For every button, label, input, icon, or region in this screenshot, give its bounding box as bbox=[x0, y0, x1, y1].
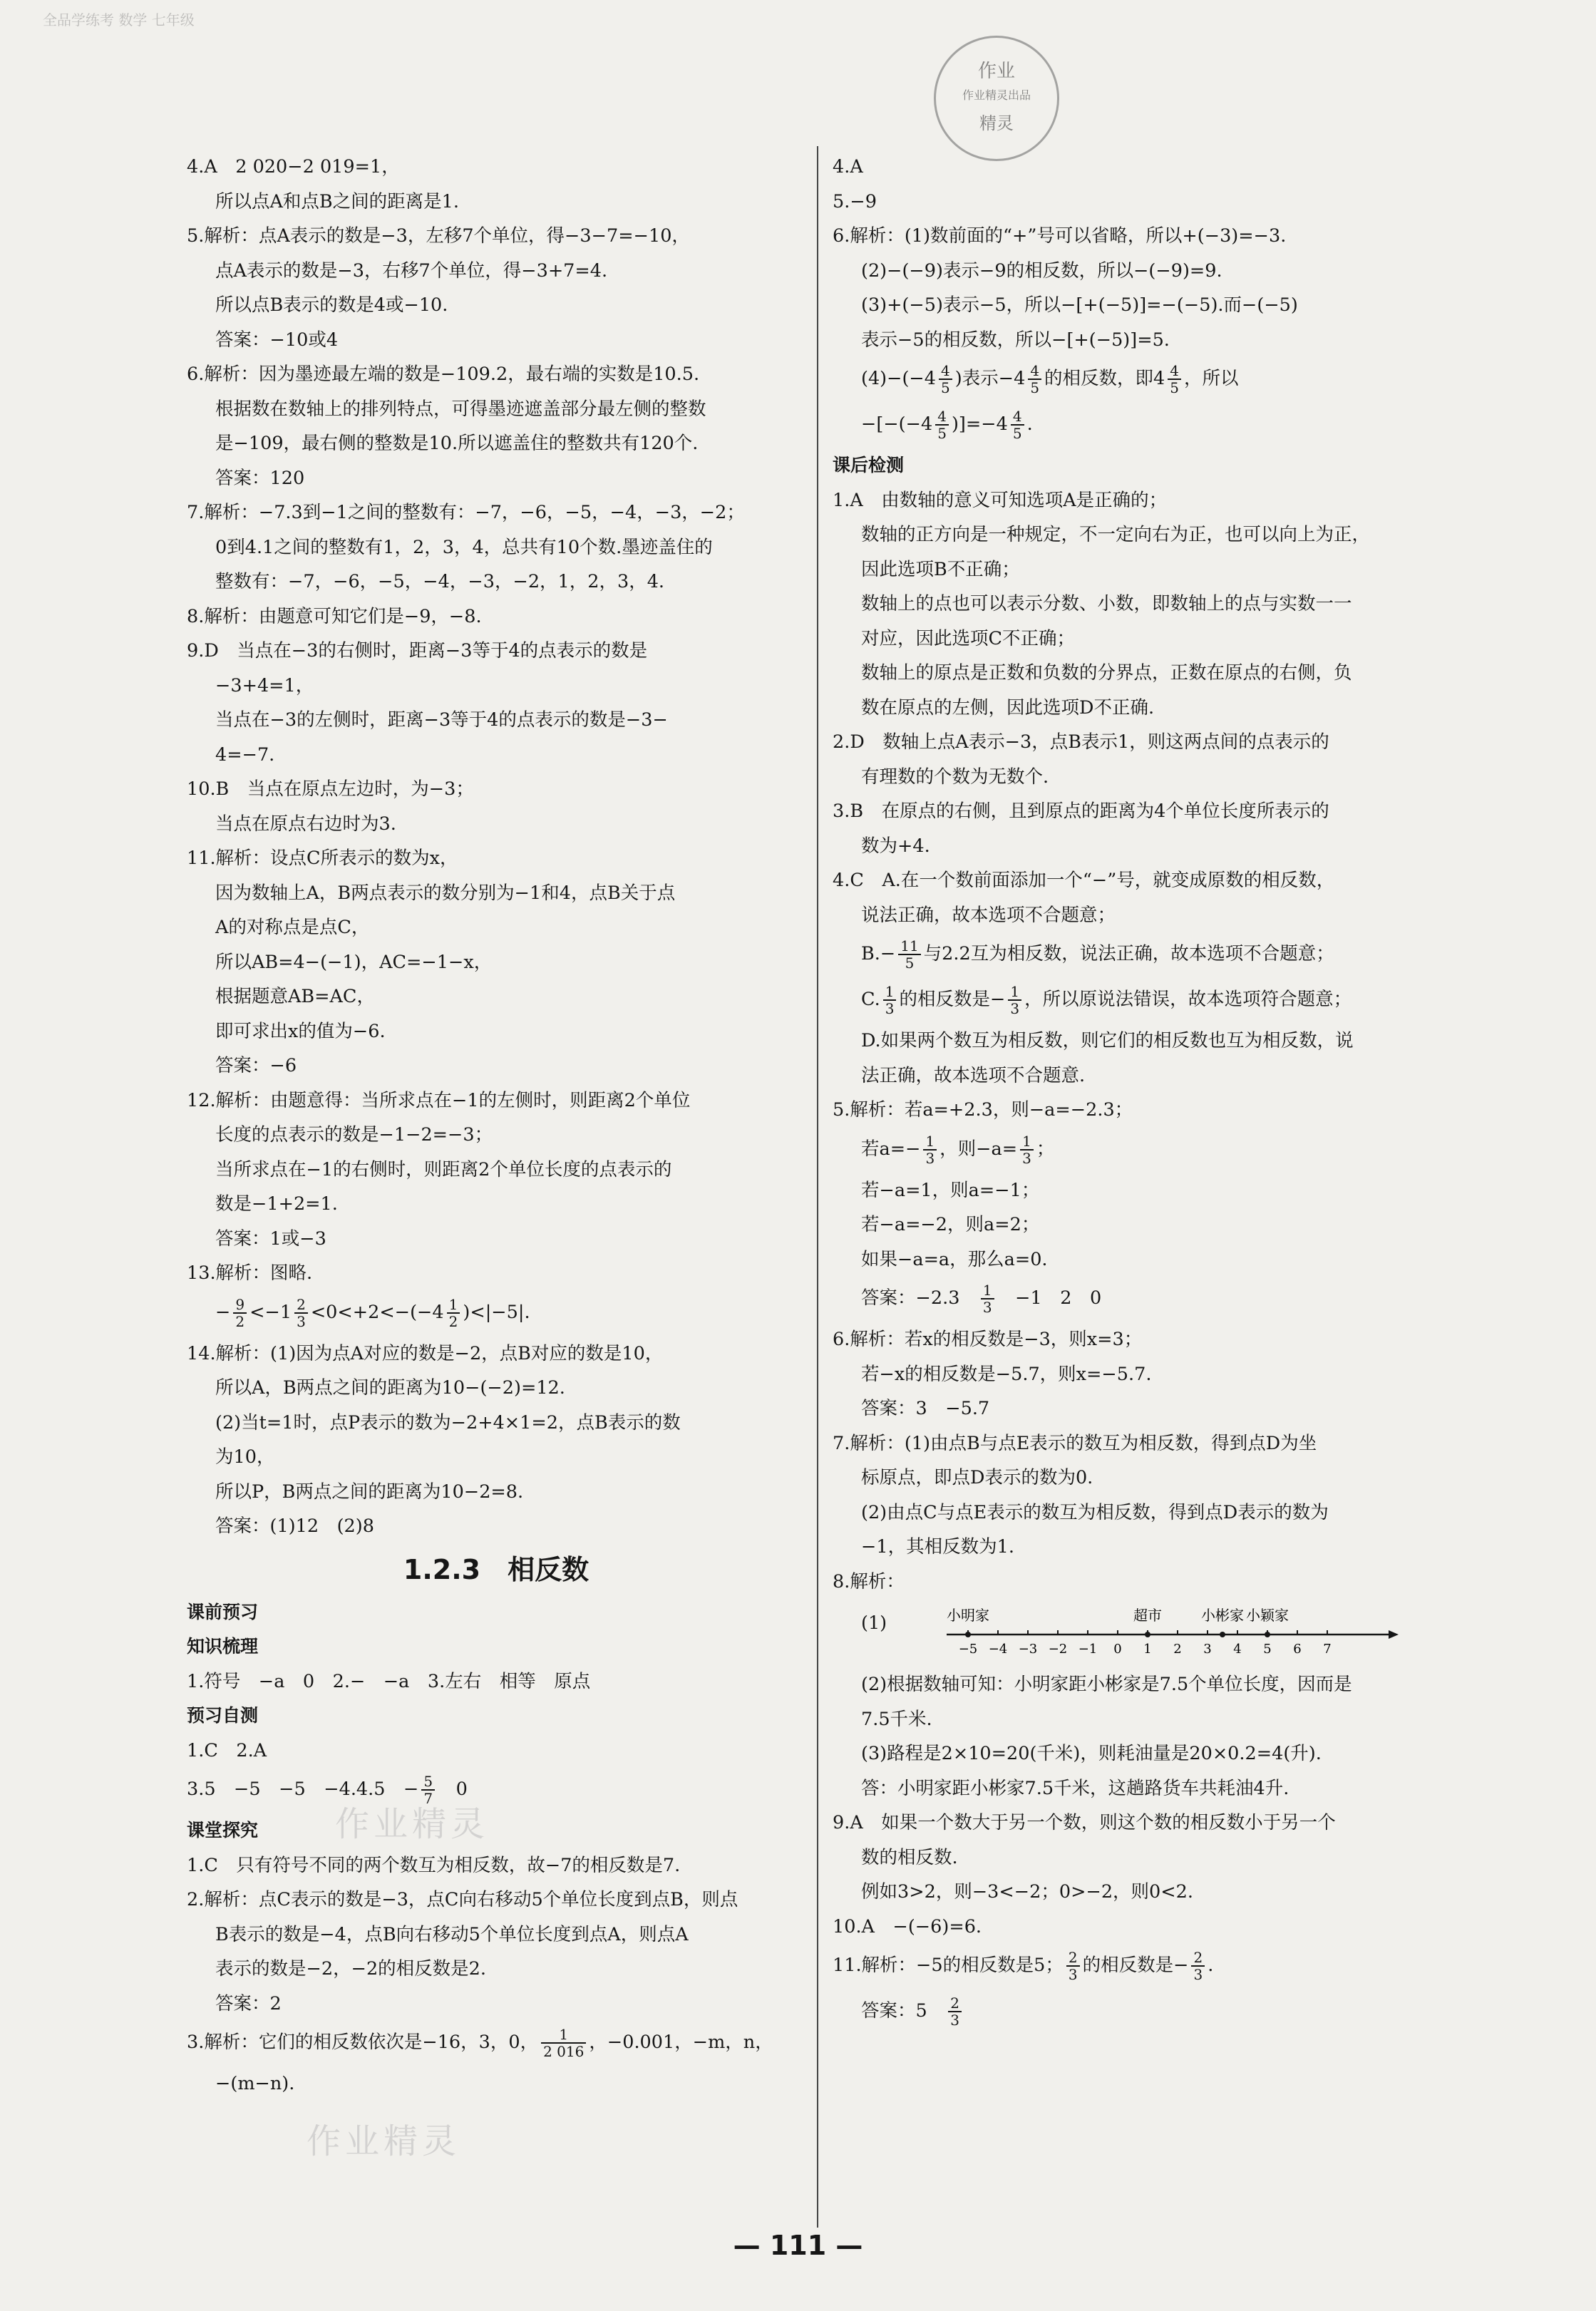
text-line: 例如3>2，则−3<−2；0>−2，则0<2. bbox=[861, 1881, 1193, 1903]
text-line: 7.解析：−7.3到−1之间的整数有：−7，−6，−5，−4，−3，−2； bbox=[187, 502, 745, 523]
text-line: 4.C A.在一个数前面添加一个“−”号，就变成原数的相反数， bbox=[833, 870, 1335, 891]
faded-header: 全品学练考 数学 七年级 bbox=[43, 11, 195, 29]
text-line: 整数有：−7，−6，−5，−4，−3，−2，1，2，3，4. bbox=[215, 571, 665, 592]
text-line: 5.解析：点A表示的数是−3，左移7个单位，得−3−7=−10， bbox=[187, 225, 690, 247]
text-line: −1，其相反数为1. bbox=[861, 1536, 1014, 1558]
text-line: −3+4=1， bbox=[215, 674, 314, 696]
number-line-place-label: 小颖家 bbox=[1246, 1607, 1289, 1624]
text-line: 若−a=−2，则a=2； bbox=[861, 1214, 1040, 1235]
number-line-point bbox=[1265, 1632, 1270, 1637]
fraction: $\frac{11}{5}$ bbox=[898, 938, 920, 971]
text-line: A的对称点是点C， bbox=[215, 917, 370, 938]
text-line: 当点在−3的左侧时，距离−3等于4的点表示的数是−3− bbox=[215, 709, 668, 731]
fraction: $\frac{1}{3}$ bbox=[981, 1282, 994, 1315]
fraction: $\frac{1}{3}$ bbox=[1020, 1133, 1034, 1166]
text-line: 1.A 由数轴的意义可知选项A是正确的； bbox=[833, 489, 1168, 511]
subheading: 课前预习 bbox=[187, 1601, 259, 1622]
text-line: 7.5千米. bbox=[861, 1708, 932, 1730]
fraction: $\frac{4}{5}$ bbox=[1168, 363, 1181, 396]
fraction: $\frac{4}{5}$ bbox=[935, 408, 949, 441]
text-line: 有理数的个数为无数个. bbox=[861, 766, 1049, 788]
text-line: 6.解析：(1)数前面的“+”号可以省略，所以+(−3)=−3. bbox=[833, 225, 1287, 247]
number-line-tick-label: 4 bbox=[1233, 1642, 1242, 1657]
fraction: $\frac{1}{2 016}$ bbox=[541, 2027, 586, 2059]
text-line: (3)+(−5)表示−5，所以−[+(−5)]=−(−5).而−(−5) bbox=[861, 294, 1298, 316]
subheading: 课后检测 bbox=[833, 455, 905, 475]
math-line: −[−(−4 $\frac{4}{5}$ )]=−4 $\frac{4}{5}$ . bbox=[861, 408, 1033, 442]
number-line-tick-label: 1 bbox=[1143, 1642, 1152, 1657]
text-line: 4.A 2 020−2 019=1， bbox=[187, 156, 400, 177]
text-line: 1.C 2.A bbox=[187, 1739, 267, 1761]
number-line-tick-label: 2 bbox=[1173, 1642, 1182, 1657]
number-line-figure bbox=[833, 1599, 1480, 1667]
fraction: $\frac{1}{3}$ bbox=[1008, 984, 1021, 1016]
fraction: $\frac{2}{3}$ bbox=[948, 1995, 962, 2028]
fraction: $\frac{2}{3}$ bbox=[1191, 1950, 1205, 1982]
number-line-point bbox=[1220, 1632, 1225, 1637]
number-line-place-label: 小明家 bbox=[947, 1607, 989, 1624]
fraction: $\frac{4}{5}$ bbox=[1028, 363, 1041, 396]
text-line: 为10， bbox=[215, 1446, 275, 1468]
homework-elf-stamp: 作业 作业精灵出品 精灵 bbox=[934, 36, 1059, 161]
text-line: (2)根据数轴可知：小明家距小彬家是7.5个单位长度，因而是 bbox=[861, 1674, 1352, 1695]
fraction: $\frac{1}{2}$ bbox=[447, 1297, 460, 1329]
text-line: 表示−5的相反数，所以−[+(−5)]=5. bbox=[861, 329, 1170, 351]
text-line: 14.解析：(1)因为点A对应的数是−2，点B对应的数是10， bbox=[187, 1342, 664, 1364]
number-line-tick-label: −1 bbox=[1078, 1642, 1098, 1657]
text-line: 数轴的正方向是一种规定，不一定向右为正，也可以向上为正， bbox=[861, 524, 1371, 545]
text-line: D.如果两个数互为相反数，则它们的相反数也互为相反数，说 bbox=[861, 1030, 1354, 1051]
text-line: 是−109，最右侧的整数是10.所以遮盖住的整数共有120个. bbox=[215, 433, 699, 454]
number-line-point bbox=[965, 1632, 971, 1637]
text-line: 3.B 在原点的右侧，且到原点的距离为4个单位长度所表示的 bbox=[833, 801, 1329, 822]
text-line: 因为数轴上A，B两点表示的数分别为−1和4，点B关于点 bbox=[215, 882, 676, 904]
text-line: 标原点，即点D表示的数为0. bbox=[861, 1467, 1093, 1488]
math-line: − $\frac{9}{2}$ <−1 $\frac{2}{3}$ <0<+2<−(−4 $\frac{1}{2}$ )<|−5|. bbox=[215, 1295, 530, 1330]
number-line-tick-label: 6 bbox=[1293, 1642, 1302, 1657]
fraction: $\frac{1}{3}$ bbox=[883, 984, 897, 1016]
text-line: 数轴上的点也可以表示分数、小数，即数轴上的点与实数一一 bbox=[861, 593, 1352, 614]
answer-line: 答案：−10或4 bbox=[215, 329, 339, 351]
text-line: 说法正确，故本选项不合题意； bbox=[861, 904, 1116, 926]
text-line: 9.A 如果一个数大于另一个数，则这个数的相反数小于另一个 bbox=[833, 1812, 1336, 1833]
text-line: B表示的数是−4，点B向右移动5个单位长度到点A，则点A bbox=[215, 1923, 689, 1945]
text-line: 若−a=1，则a=−1； bbox=[861, 1179, 1040, 1201]
answer-line: 答案：−6 bbox=[215, 1055, 297, 1076]
text-line: (3)路程是2×10=20(千米)，则耗油量是20×0.2=4(升). bbox=[861, 1743, 1322, 1764]
text-line: 所以AB=4−(−1)，AC=−1−x， bbox=[215, 951, 493, 973]
text-line: 4.A bbox=[833, 156, 863, 177]
text-line: 所以A，B两点之间的距离为10−(−2)=12. bbox=[215, 1377, 565, 1399]
text-line: 6.解析：因为墨迹最左端的数是−109.2，最右端的实数是10.5. bbox=[187, 364, 700, 385]
number-line-place-label: 小彬家 bbox=[1201, 1607, 1244, 1624]
answer-line: 答案：3 −5.7 bbox=[861, 1398, 990, 1419]
text-line: 因此选项B不正确； bbox=[861, 558, 1020, 580]
math-line: 若a=− $\frac{1}{3}$ ，则−a= $\frac{1}{3}$ ； bbox=[861, 1132, 1055, 1167]
answer-line: 答案：120 bbox=[215, 467, 305, 489]
number-line-tick-label: −5 bbox=[958, 1642, 978, 1657]
watermark: 作业精灵 bbox=[335, 1804, 490, 1844]
text-line: 8.解析：由题意可知它们是−9，−8. bbox=[187, 605, 482, 627]
text-line: 数在原点的左侧，因此选项D不正确. bbox=[861, 696, 1155, 719]
text-line: (2)−(−9)表示−9的相反数，所以−(−9)=9. bbox=[861, 259, 1222, 282]
number-line-tick-label: 5 bbox=[1263, 1642, 1272, 1657]
text-line: 10.B 当点在原点左边时，为−3； bbox=[187, 778, 474, 800]
text-line: 当所求点在−1的右侧时，则距离2个单位长度的点表示的 bbox=[215, 1158, 672, 1180]
subheading: 知识梳理 bbox=[187, 1636, 259, 1657]
text-line: 点A表示的数是−3，右移7个单位，得−3+7=4. bbox=[215, 259, 608, 282]
number-line bbox=[947, 1599, 1403, 1663]
text-line: 根据数在数轴上的排列特点，可得墨迹遮盖部分最左侧的整数 bbox=[215, 398, 706, 420]
page-number: — 111 — bbox=[733, 2230, 863, 2261]
section-title: 1.2.3 相反数 bbox=[403, 1553, 590, 1585]
text-line: −(m−n). bbox=[215, 2073, 295, 2094]
number-line-tick-label: 7 bbox=[1323, 1642, 1332, 1657]
fraction: $\frac{1}{3}$ bbox=[923, 1133, 937, 1166]
text-line: 4=−7. bbox=[215, 743, 275, 766]
text-line: 11.解析：设点C所表示的数为x， bbox=[187, 848, 458, 869]
axis-arrow bbox=[1389, 1630, 1399, 1639]
number-line-tick-label: −3 bbox=[1018, 1642, 1038, 1657]
fraction: $\frac{9}{2}$ bbox=[233, 1297, 247, 1329]
text-line: 数是−1+2=1. bbox=[215, 1193, 338, 1215]
text-line: (2)由点C与点E表示的数互为相反数，得到点D表示的数为 bbox=[861, 1501, 1329, 1523]
text-line: 法正确，故本选项不合题意. bbox=[861, 1064, 1086, 1086]
math-line: (4)−(−4 $\frac{4}{5}$ )表示−4 $\frac{4}{5}$ 的相反数，即4 $\frac{4}{5}$ ，所以 bbox=[861, 362, 1239, 396]
text-line: 5.−9 bbox=[833, 190, 877, 212]
text-line: 6.解析：若x的相反数是−3，则x=3； bbox=[833, 1329, 1143, 1350]
text-line: 所以P，B两点之间的距离为10−2=8. bbox=[215, 1481, 524, 1503]
answer-line: 答案：5 $\frac{2}{3}$ bbox=[833, 1990, 1480, 2035]
number-line-tick-label: 0 bbox=[1113, 1642, 1122, 1657]
subheading: 课堂探究 bbox=[187, 1820, 259, 1841]
answer-line: 答案：−2.3 $\frac{1}{3}$ −1 2 0 bbox=[861, 1282, 1102, 1316]
number-line-tick-label: 3 bbox=[1203, 1642, 1212, 1657]
text-line: 答：小明家距小彬家7.5千米，这趟路货车共耗油4升. bbox=[861, 1777, 1289, 1799]
text-line: 2.D 数轴上点A表示−3，点B表示1，则这两点间的点表示的 bbox=[833, 731, 1329, 753]
fraction: $\frac{2}{3}$ bbox=[294, 1297, 308, 1329]
fraction: $\frac{4}{5}$ bbox=[1011, 408, 1024, 441]
number-line-tick-label: −2 bbox=[1048, 1642, 1068, 1657]
subheading: 预习自测 bbox=[187, 1705, 259, 1726]
text-line: 当点在原点右边时为3. bbox=[215, 813, 396, 835]
column-divider bbox=[817, 146, 818, 2228]
text-line: 所以点B表示的数是4或−10. bbox=[215, 294, 448, 316]
watermark: 作业精灵 bbox=[307, 2121, 461, 2161]
answer-line: 答案：(1)12 (2)8 bbox=[215, 1515, 374, 1537]
text-line: 数为+4. bbox=[861, 835, 930, 857]
text-line: 2.解析：点C表示的数是−3，点C向右移动5个单位长度到点B，则点 bbox=[187, 1889, 738, 1910]
text-line: 即可求出x的值为−6. bbox=[215, 1020, 386, 1042]
text-line: 1.符号 −a 0 2.− −a 3.左右 相等 原点 bbox=[187, 1670, 591, 1692]
math-line: 11.解析：−5的相反数是5； $\frac{2}{3}$ 的相反数是− $\frac{2}{3}$ . bbox=[833, 1949, 1214, 1983]
text-line: 7.解析：(1)由点B与点E表示的数互为相反数，得到点D为坐 bbox=[833, 1432, 1317, 1454]
math-line: 3.解析：它们的相反数依次是−16，3，0， $\frac{1}{2 016}$ ，−0.001，−m，n， bbox=[187, 2026, 773, 2060]
text-line: 12.解析：由题意得：当所求点在−1的左侧时，则距离2个单位 bbox=[187, 1089, 691, 1111]
text-line: 如果−a=a，那么a=0. bbox=[861, 1248, 1048, 1270]
math-line: 3.5 −5 −5 −4.4.5 − $\frac{5}{7}$ 0 bbox=[187, 1773, 468, 1807]
math-line: B.− $\frac{11}{5}$ 与2.2互为相反数，说法正确，故本选项不合题意； bbox=[861, 937, 1334, 972]
answer-line: 答案：2 bbox=[215, 1992, 282, 2014]
text-line: 13.解析：图略. bbox=[187, 1262, 313, 1284]
left-column bbox=[187, 150, 805, 2101]
text-line: 数的相反数. bbox=[861, 1846, 958, 1868]
math-line: C. $\frac{1}{3}$ 的相反数是− $\frac{1}{3}$ ，所以原说法错误，故本选项符合题意； bbox=[861, 983, 1352, 1017]
text-line: 5.解析：若a=+2.3，则−a=−2.3； bbox=[833, 1099, 1133, 1121]
fraction: $\frac{5}{7}$ bbox=[421, 1774, 435, 1806]
fraction: $\frac{2}{3}$ bbox=[1066, 1950, 1080, 1982]
text-line: 1.C 只有符号不同的两个数互为相反数，故−7的相反数是7. bbox=[187, 1854, 681, 1876]
text-line: 8.解析： bbox=[833, 1570, 905, 1592]
number-line-place-label: 超市 bbox=[1133, 1607, 1162, 1624]
fraction: $\frac{4}{5}$ bbox=[939, 363, 952, 396]
text-line: 9.D 当点在−3的右侧时，距离−3等于4的点表示的数是 bbox=[187, 640, 648, 662]
text-line: 根据题意AB=AC， bbox=[215, 986, 375, 1007]
right-column bbox=[833, 150, 1480, 2035]
text-line: 0到4.1之间的整数有1，2，3，4，总共有10个数.墨迹盖住的 bbox=[215, 536, 713, 558]
text-line: 表示的数是−2，−2的相反数是2. bbox=[215, 1958, 487, 1980]
text-line: 长度的点表示的数是−1−2=−3； bbox=[215, 1124, 493, 1146]
number-line-point bbox=[1145, 1632, 1150, 1637]
text-line: 所以点A和点B之间的距离是1. bbox=[215, 190, 459, 212]
figure-label: (1) bbox=[861, 1612, 887, 1634]
text-line: (2)当t=1时，点P表示的数为−2+4×1=2，点B表示的数 bbox=[215, 1411, 681, 1434]
answer-line: 答案：1或−3 bbox=[215, 1227, 326, 1250]
text-line: 若−x的相反数是−5.7，则x=−5.7. bbox=[861, 1363, 1152, 1385]
text-line: 10.A −(−6)=6. bbox=[833, 1915, 982, 1937]
text-line: 对应，因此选项C不正确； bbox=[861, 627, 1076, 649]
text-line: 数轴上的原点是正数和负数的分界点，正数在原点的右侧，负 bbox=[861, 662, 1352, 684]
number-line-tick-label: −4 bbox=[988, 1642, 1008, 1657]
